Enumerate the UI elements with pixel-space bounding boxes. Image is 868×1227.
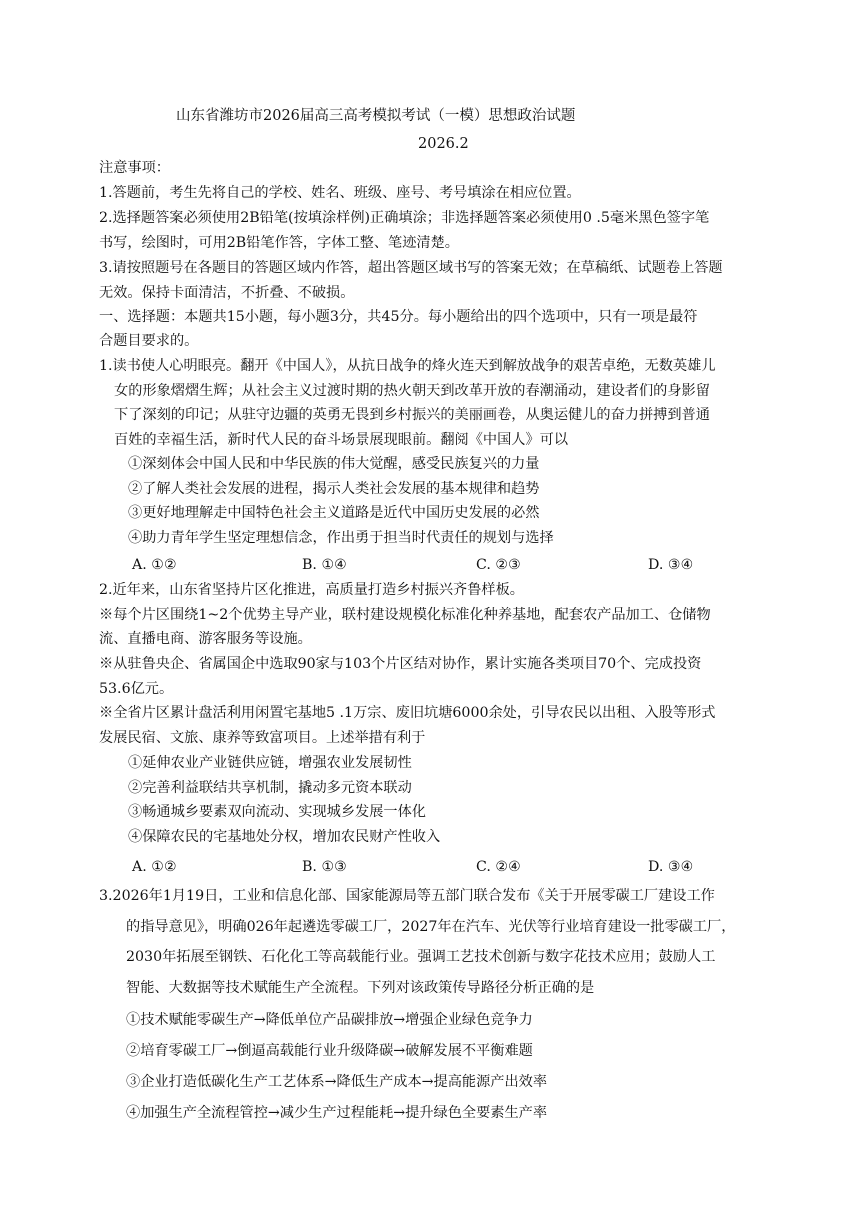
notice-item: 无效。保持卡面清洁，不折叠、不破损。 [99, 285, 355, 301]
q3-stem-line: 的指导意见》，明确026年起遴选零碳工厂，2027年在汽车、光伏等行业培育建设一批零碳工厂， [126, 919, 736, 935]
q2-stem-line: ※每个片区围绕1~2个优势主导产业，联村建设规模化标准化种养基地，配套农产品加工、仓储物 [99, 607, 711, 623]
q2-statement: ④保障农民的宅基地处分权，增加农民财产性收入 [128, 829, 441, 845]
q2-stem-line: 发展民宿、文旅、康养等致富项目。上述举措有利于 [99, 730, 426, 746]
q2-option-c: C. ②④ [476, 859, 521, 875]
notice-item: 2.选择题答案必须使用2B铅笔(按填涂样例)正确填涂；非选择题答案必须使用0 .5毫米黑色签字笔 [99, 210, 710, 226]
q1-option-a: A. ①② [132, 557, 177, 573]
q2-statement: ②完善利益联结共享机制，撬动多元资本联动 [128, 780, 412, 796]
q2-statement: ③畅通城乡要素双向流动、实现城乡发展一体化 [128, 804, 426, 820]
q2-option-d: D. ③④ [648, 859, 694, 875]
q1-statement: ④助力青年学生坚定理想信念，作出勇于担当时代责任的规划与选择 [128, 530, 554, 546]
q1-option-d: D. ③④ [648, 557, 694, 573]
q1-stem-line: 下了深刻的印记；从驻守边疆的英勇无畏到乡村振兴的美丽画卷，从奥运健儿的奋力拼搏到普通 [114, 407, 710, 423]
q3-stem-line: 3.2026年1月19日，工业和信息化部、国家能源局等五部门联合发布《关于开展零碳工厂建设工作 [99, 888, 715, 904]
notice-item: 3.请按照题号在各题目的答题区域内作答，超出答题区域书写的答案无效；在草稿纸、试题卷上答题 [99, 260, 723, 276]
q1-option-b: B. ①④ [302, 557, 347, 573]
q2-option-a: A. ①② [132, 859, 177, 875]
notice-item: 1.答题前，考生先将自己的学校、姓名、班级、座号、考号填涂在相应位置。 [99, 185, 581, 201]
q1-option-c: C. ②③ [476, 557, 521, 573]
q3-stem-line: 2030年拓展至钢铁、石化化工等高载能行业。强调工艺技术创新与数字花技术应用；鼓励人工 [126, 949, 716, 965]
q2-stem-line: 53.6亿元。 [99, 681, 174, 697]
q3-statement: ②培育零碳工厂→倒逼高载能行业升级降碳→破解发展不平衡难题 [126, 1043, 533, 1059]
notice-heading: 注意事项： [99, 160, 170, 176]
section-instruction: 合题目要求的。 [99, 333, 199, 349]
q2-statement: ①延伸农业产业链供应链，增强农业发展韧性 [128, 755, 412, 771]
q3-statement: ③企业打造低碳化生产工艺体系→降低生产成本→提高能源产出效率 [126, 1074, 548, 1090]
q2-stem-line: 流、直播电商、游客服务等设施。 [99, 631, 312, 647]
q1-stem-line: 1.读书使人心明眼亮。翻开《中国人》，从抗日战争的烽火连天到解放战争的艰苦卓绝，无数英雄儿 [99, 358, 716, 374]
notice-item: 书写，绘图时，可用2B铅笔作答，字体工整、笔迹清楚。 [99, 235, 459, 251]
exam-date: 2026.2 [418, 136, 469, 152]
q2-option-b: B. ①③ [302, 859, 347, 875]
q3-stem-line: 智能、大数据等技术赋能生产全流程。下列对该政策传导路径分析正确的是 [126, 980, 595, 996]
exam-title: 山东省潍坊市2026届高三高考模拟考试（一模）思想政治试题 [176, 108, 576, 124]
q1-statement: ①深刻体会中国人民和中华民族的伟大觉醒，感受民族复兴的力量 [128, 456, 540, 472]
q1-statement: ②了解人类社会发展的进程，揭示人类社会发展的基本规律和趋势 [128, 481, 540, 497]
q2-stem-line: ※从驻鲁央企、省属国企中选取90家与103个片区结对协作，累计实施各类项目70个、完成投资 [99, 656, 702, 672]
q2-stem-line: ※全省片区累计盘活利用闲置宅基地5 .1万宗、废旧坑塘6000余处，引导农民以出租、入股等形式 [99, 705, 716, 721]
q1-stem-line: 百姓的幸福生活，新时代人民的奋斗场景展现眼前。翻阅《中国人》可以 [114, 432, 569, 448]
q1-stem-line: 女的形象熠熠生辉；从社会主义过渡时期的热火朝天到改革开放的春潮涌动，建设者们的身影留 [114, 383, 710, 399]
q1-statement: ③更好地理解走中国特色社会主义道路是近代中国历史发展的必然 [128, 505, 540, 521]
q2-stem-line: 2.近年来，山东省坚持片区化推进，高质量打造乡村振兴齐鲁样板。 [99, 582, 524, 598]
q3-statement: ①技术赋能零碳生产→降低单位产品碳排放→增强企业绿色竞争力 [126, 1012, 533, 1028]
section-instruction: 一、选择题：本题共15小题，每小题3分，共45分。每小题给出的四个选项中，只有一项是最符 [99, 309, 698, 325]
q3-statement: ④加强生产全流程管控→减少生产过程能耗→提升绿色全要素生产率 [126, 1105, 548, 1121]
